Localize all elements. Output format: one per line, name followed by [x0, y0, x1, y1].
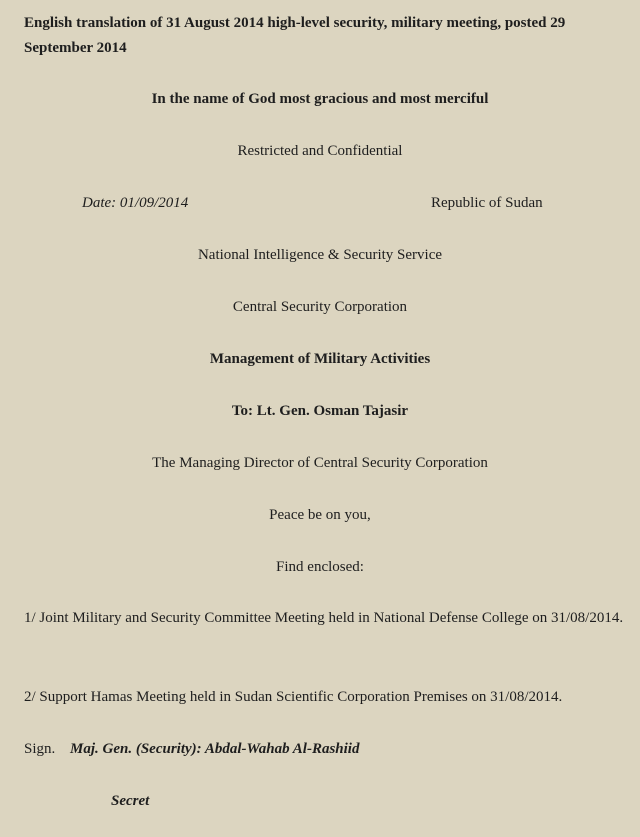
secret-mark: Secret: [111, 793, 150, 809]
classification-line: Restricted and Confidential: [237, 143, 403, 159]
signatory-name: Maj. Gen. (Security): Abdal-Wahab Al-Rashiid: [70, 741, 360, 757]
document-title: English translation of 31 August 2014 high-level security, military meeting, posted 29 September 2014: [24, 15, 566, 56]
date-line: Date: 01/09/2014: [82, 195, 189, 211]
enclosure-item-2: 2/ Support Hamas Meeting held in Sudan Scientific Corporation Premises on 31/08/2014.: [24, 689, 563, 705]
greeting-line: Peace be on you,: [269, 507, 371, 523]
corporation-line: Central Security Corporation: [232, 299, 408, 315]
agency-line: National Intelligence & Security Service: [197, 247, 443, 263]
invocation-line: In the name of God most gracious and most merciful: [151, 91, 489, 107]
enclosure-intro-line: Find enclosed:: [276, 559, 364, 575]
recipient-line: To: Lt. Gen. Osman Tajasir: [231, 403, 409, 419]
recipient-title-line: The Managing Director of Central Security Corporation: [152, 455, 488, 471]
sign-label: Sign.: [24, 741, 56, 757]
country-line: Republic of Sudan: [431, 195, 543, 211]
signature-line: [24, 740, 359, 758]
department-heading: Management of Military Activities: [209, 351, 431, 367]
enclosure-item-1: 1/ Joint Military and Security Committee Meeting held in National Defense College on 31/08/2014.: [24, 610, 624, 626]
